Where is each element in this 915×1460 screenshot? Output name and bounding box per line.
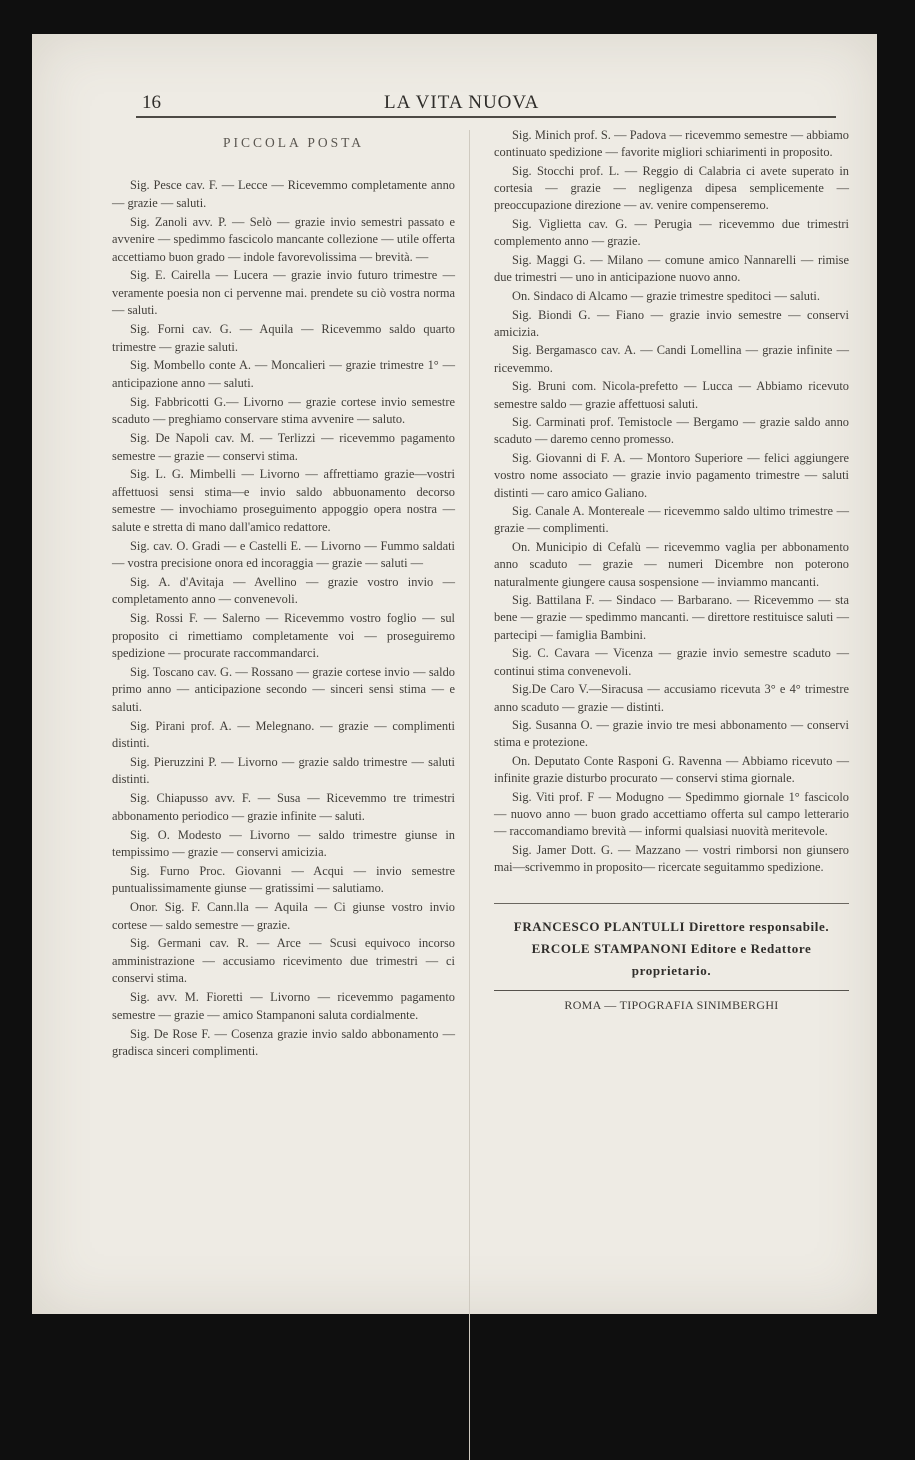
letter-entry: Sig. Furno Proc. Giovanni — Acqui — invio semestre puntualissimamente giunse — gratissimi — salutiamo.	[112, 863, 455, 896]
letter-entry: Sig. E. Cairella — Lucera — grazie invio futuro trimestre — veramente poesia non ci pervenne mai. prendete su ciò vostra norma — saluti.	[112, 268, 455, 318]
director-line: FRANCESCO PLANTULLI Direttore responsabile.	[513, 918, 830, 934]
letter-entry: Sig. Canale A. Montereale — ricevemmo saldo ultimo trimestre — grazie — complimenti.	[494, 504, 849, 536]
letter-entry: Sig. L. G. Mimbelli — Livorno — affrettiamo grazie—vostri affettuosi sensi stima—e invio saldo abbuonamento decorso semestre — invochiamo proseguimento appoggio opera nostra — salute e stretta di mano dall'amico redattore.	[112, 467, 455, 534]
letter-entry: Sig. Mombello conte A. — Moncalieri — grazie trimestre 1° — anticipazione anno — saluti.	[112, 358, 455, 390]
letter-entry: Sig. Jamer Dott. G. — Mazzano — vostri rimborsi non giunsero mai—scrivemmo in proposito— ricercate seguitammo spedizione.	[494, 843, 849, 875]
page-number: 16	[142, 92, 161, 113]
letter-entry: Onor. Sig. F. Cann.lla — Aquila — Ci giunse vostro invio cortese — saldo semestre — grazie.	[112, 900, 455, 932]
publisher-line: ERCOLE STAMPANONI Editore e Redattore proprietario.	[531, 940, 812, 978]
letter-entry: Sig. Zanoli avv. P. — Selò — grazie invio semestri passato e avvenire — spedimmo fascicolo mancante collezione — utile offerta accettiamo buon grado — indole favorevolissima — brevità. —	[112, 214, 455, 264]
letter-entry: Sig. Germani cav. R. — Arce — Scusi equivoco incorso amministrazione — accusiamo ricevimento due trimestri — ci conservi stima.	[112, 936, 455, 986]
letter-entry: Sig. Pesce cav. F. — Lecce — Ricevemmo completamente anno — grazie — saluti.	[112, 178, 455, 210]
imprint: ROMA — TIPOGRAFIA SINIMBERGHI	[564, 997, 779, 1012]
footer-rule	[494, 990, 849, 991]
letter-entry: Sig. De Rose F. — Cosenza grazie invio saldo abbonamento — gradisca sinceri complimenti.	[112, 1026, 455, 1058]
letter-entry: Sig. Bruni com. Nicola-prefetto — Lucca — Abbiamo ricevuto semestre saldo — grazie affettuosi saluti.	[494, 379, 849, 411]
letter-entry: Sig.De Caro V.—Siracusa — accusiamo ricevuta 3° e 4° trimestre anno scaduto — grazie — distinti.	[494, 682, 849, 714]
letter-entry: Sig. A. d'Avitaja — Avellino — grazie vostro invio — completamento anno — convenevoli.	[112, 574, 455, 607]
letter-entry: Sig. O. Modesto — Livorno — saldo trimestre giunse in tempissimo — grazie — conservi amicizia.	[112, 827, 455, 859]
letter-entry: Sig. Susanna O. — grazie invio tre mesi abbonamento — conservi stima e protezione.	[494, 718, 849, 750]
letter-entry: Sig. C. Cavara — Vicenza — grazie invio semestre scaduto — continui stima convenevoli.	[494, 646, 849, 678]
letter-entry: Sig. Rossi F. — Salerno — Ricevemmo vostro foglio — sul proposito ci rimettiamo completamente voi — proseguiremo spedizione — procurate raccommandarci.	[112, 611, 455, 660]
letter-entry: Sig. Toscano cav. G. — Rossano — grazie cortese invio — saldo primo anno — anticipazione secondo — sinceri sensi stima — e saluti.	[112, 664, 455, 714]
page-header	[136, 86, 851, 120]
letter-entry: Sig. Battilana F. — Sindaco — Barbarano. — Ricevemmo — sta bene — grazie — spedimmo mancanti. — direttore restituisce saluti — partecipi — famiglia Bambini.	[494, 593, 849, 642]
footer-signature	[494, 903, 849, 1014]
letter-entry: On. Municipio di Cefalù — ricevemmo vaglia per abbonamento anno scaduto — grazie — numeri Dicembre non poterono naturalmente giungere causa sospensione — inviammo mancanti.	[494, 540, 849, 589]
letter-entry: Sig. Pieruzzini P. — Livorno — grazie saldo trimestre — saluti distinti.	[112, 754, 455, 787]
journal-title: LA VITA NUOVA	[384, 92, 540, 113]
letter-entry: Sig. Forni cav. G. — Aquila — Ricevemmo saldo quarto trimestre — grazie saluti.	[112, 322, 455, 354]
letter-entry: Sig. Fabbricotti G.— Livorno — grazie cortese invio semestre scaduto — preghiamo conservare stima avvenire — saluto.	[112, 394, 455, 427]
letter-entry: Sig. Bergamasco cav. A. — Candi Lomellina — grazie infinite — ricevemmo.	[494, 343, 849, 375]
header-rule	[136, 116, 836, 118]
letter-entry: Sig. cav. O. Gradi — e Castelli E. — Livorno — Fummo saldati — vostra precisione onora ed incoraggia — grazie — saluti —	[112, 538, 455, 570]
letter-entry: Sig. Viti prof. F — Modugno — Spedimmo giornale 1° fascicolo — nuovo anno — buon grado accettiamo offerta sul campo letterario — raccomandiamo brevità — informi qualsiasi nuovità meritevole.	[494, 790, 849, 839]
journal-page	[32, 34, 877, 1314]
letter-entry: Sig. Biondi G. — Fiano — grazie invio semestre — conservi amicizia.	[494, 307, 849, 339]
left-column	[112, 126, 455, 1062]
letter-entry: Sig. Carminati prof. Temistocle — Bergamo — grazie saldo anno scaduto — daremo cenno promesso.	[494, 415, 849, 447]
letter-entry: Sig. Pirani prof. A. — Melegnano. — grazie — complimenti distinti.	[112, 718, 455, 750]
letter-entry: On. Deputato Conte Rasponi G. Ravenna — Abbiamo ricevuto — infinite grazie disturbo procurato — conservi stima giornale.	[494, 754, 849, 786]
letter-entry: Sig. Minich prof. S. — Padova — ricevemmo semestre — abbiamo continuato spedizione — favorite migliori schiarimenti in proposito.	[494, 128, 849, 160]
letter-entry: Sig. Chiapusso avv. F. — Susa — Ricevemmo tre trimestri abbonamento periodico — grazie infinite — saluti.	[112, 791, 455, 823]
left-entries	[112, 177, 455, 1060]
section-title: PICCOLA POSTA	[222, 135, 365, 150]
letter-entry: Sig. Giovanni di F. A. — Montoro Superiore — felici aggiungere vostro nome associato — grazie invio pagamento trimestre — saluti distinti — caro amico Galiano.	[494, 451, 849, 500]
right-entries	[494, 127, 849, 877]
letter-entry: Sig. Viglietta cav. G. — Perugia — ricevemmo due trimestri complemento anno — grazie.	[494, 217, 849, 249]
right-column	[494, 127, 849, 1014]
letter-entry: On. Sindaco di Alcamo — grazie trimestre speditoci — saluti.	[512, 288, 820, 303]
letter-entry: Sig. Stocchi prof. L. — Reggio di Calabria ci avete superato in cortesia — grazie — negligenza dipesa semplicemente — preoccupazione direzione — av. venire compenseremo.	[494, 163, 849, 213]
letter-entry: Sig. avv. M. Fioretti — Livorno — ricevemmo pagamento semestre — grazie — amico Stampanoni saluta cordialmente.	[112, 990, 455, 1022]
column-divider	[469, 130, 470, 1460]
letter-entry: Sig. Maggi G. — Milano — comune amico Nannarelli — rimise due trimestri — uno in anticipazione nuovo anno.	[494, 252, 849, 285]
letter-entry: Sig. De Napoli cav. M. — Terlizzi — ricevemmo pagamento semestre — grazie — conservi stima.	[112, 431, 455, 463]
